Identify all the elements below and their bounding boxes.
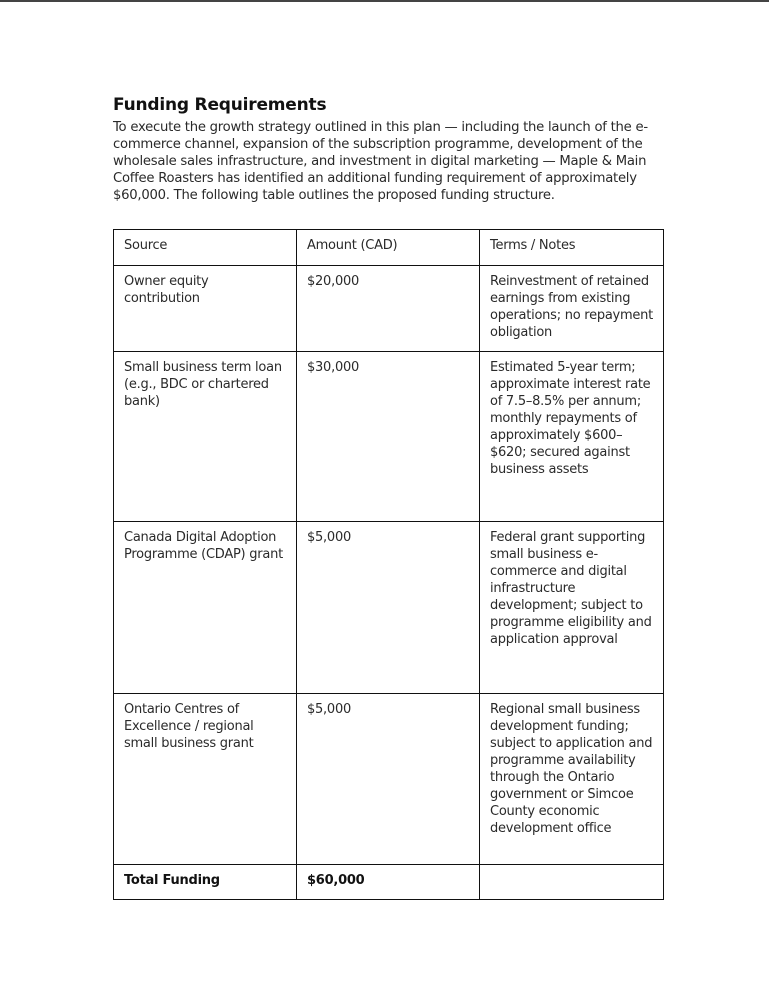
cell-notes: Estimated 5-year term; approximate interest rate of 7.5–8.5% per annum; monthly repayments of approximately $600–$620; secured against business assets — [480, 352, 664, 522]
cell-amount: $30,000 — [297, 352, 480, 522]
cell-amount: $20,000 — [297, 266, 480, 352]
funding-table — [113, 229, 664, 900]
total-row — [114, 865, 664, 900]
total-label: Total Funding — [114, 865, 297, 900]
cell-source: Canada Digital Adoption Programme (CDAP) grant — [114, 522, 297, 694]
table-header-row — [114, 230, 664, 266]
header-amount: Amount (CAD) — [297, 230, 480, 266]
table-row — [114, 522, 664, 694]
document-section — [113, 93, 663, 204]
cell-notes: Reinvestment of retained earnings from existing operations; no repayment obligation — [480, 266, 664, 352]
cell-notes: Federal grant supporting small business e-commerce and digital infrastructure development; subject to programme eligibility and application approval — [480, 522, 664, 694]
cell-notes: Regional small business development funding; subject to application and programme availability through the Ontario government or Simcoe County economic development office — [480, 694, 664, 865]
table-row — [114, 694, 664, 865]
window-top-border — [0, 0, 769, 2]
intro-paragraph: To execute the growth strategy outlined in this plan — including the launch of the e-commerce channel, expansion of the subscription programme, development of the wholesale sales infrastructure, and investment in digital marketing — Maple & Main Coffee Roasters has identified an additional funding requirement of approximately $60,000. The following table outlines the proposed funding structure. — [113, 120, 648, 203]
header-source: Source — [114, 230, 297, 266]
cell-source: Owner equity contribution — [114, 266, 297, 352]
header-notes: Terms / Notes — [480, 230, 664, 266]
total-amount: $60,000 — [297, 865, 480, 900]
section-heading: Funding Requirements — [113, 95, 327, 115]
cell-amount: $5,000 — [297, 522, 480, 694]
cell-amount: $5,000 — [297, 694, 480, 865]
table-row — [114, 352, 664, 522]
table-row — [114, 266, 664, 352]
total-notes — [480, 865, 664, 900]
cell-source: Ontario Centres of Excellence / regional small business grant — [114, 694, 297, 865]
cell-source: Small business term loan (e.g., BDC or chartered bank) — [114, 352, 297, 522]
